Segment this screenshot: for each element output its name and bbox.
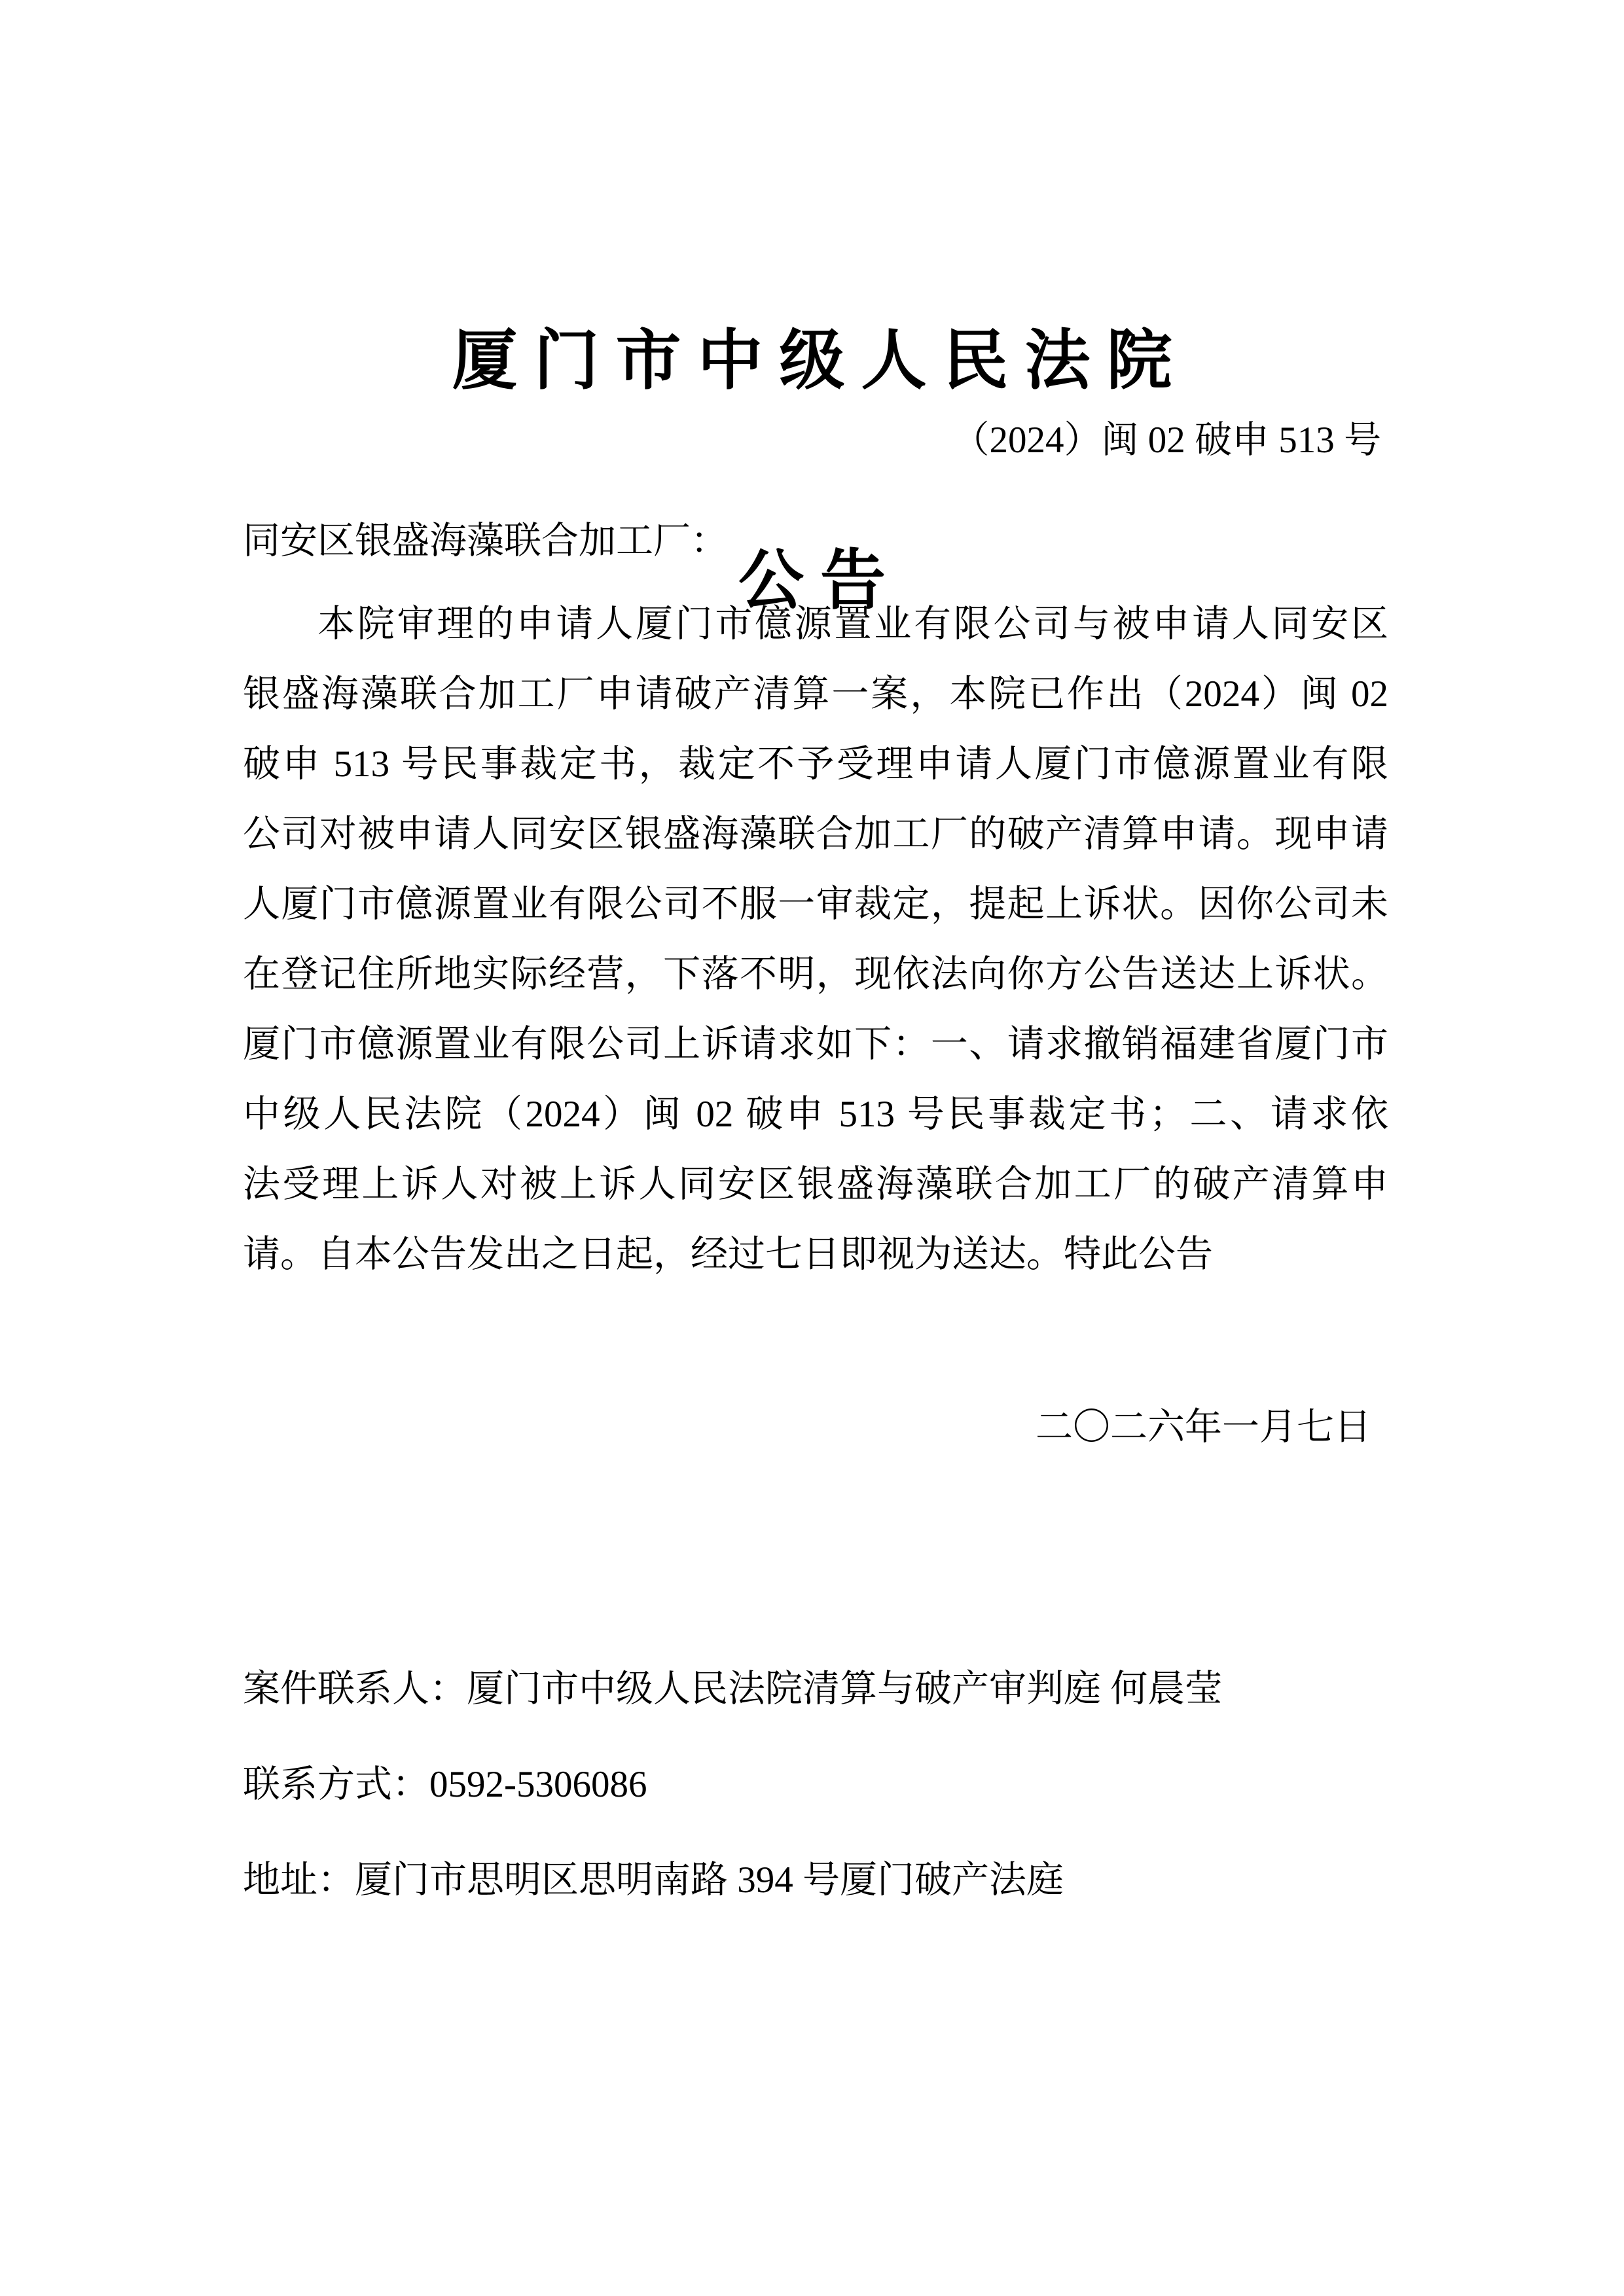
body-line: 公司对被申请人同安区银盛海藻联合加工厂的破产清算申请。现申请 [243, 814, 1388, 855]
body-line: 请。自本公告发出之日起，经过七日即视为送达。特此公告 [243, 1234, 1213, 1275]
body-line: 厦门市億源置业有限公司上诉请求如下：一、请求撤销福建省厦门市 [243, 1024, 1388, 1065]
contact-person: 案件联系人：厦门市中级人民法院清算与破产审判庭 何晨莹 [243, 1668, 1223, 1710]
body-line: 人厦门市億源置业有限公司不服一审裁定，提起上诉状。因你公司未 [243, 884, 1388, 925]
body-line: 中级人民法院（2024）闽 02 破申 513 号民事裁定书；二、请求依 [243, 1094, 1388, 1135]
addressee: 同安区银盛海藻联合加工厂： [243, 520, 728, 562]
body-line: 本院审理的申请人厦门市億源置业有限公司与被申请人同安区 [317, 603, 1388, 645]
body-line: 银盛海藻联合加工厂申请破产清算一案，本院已作出（2024）闽 02 [243, 673, 1388, 715]
body-line: 破申 513 号民事裁定书，裁定不予受理申请人厦门市億源置业有限 [243, 744, 1388, 785]
case-number: （2024）闽 02 破申 513 号 [952, 420, 1381, 461]
body-paragraph [243, 589, 1388, 1289]
contact-info [243, 1669, 1388, 1956]
contact-address: 地址：厦门市思明区思明南路 394 号厦门破产法庭 [243, 1859, 1064, 1901]
body-line: 法受理上诉人对被上诉人同安区银盛海藻联合加工厂的破产清算申 [243, 1164, 1388, 1205]
issue-date: 二〇二六年一月七日 [1036, 1407, 1371, 1448]
body-line: 在登记住所地实际经营，下落不明，现依法向你方公告送达上诉状。 [243, 954, 1388, 995]
contact-phone: 联系方式：0592-5306086 [243, 1764, 647, 1805]
court-name: 厦 门 市 中 级 人 民 法 院 [452, 325, 1172, 397]
doc-type-title: 公 告 [738, 545, 886, 617]
